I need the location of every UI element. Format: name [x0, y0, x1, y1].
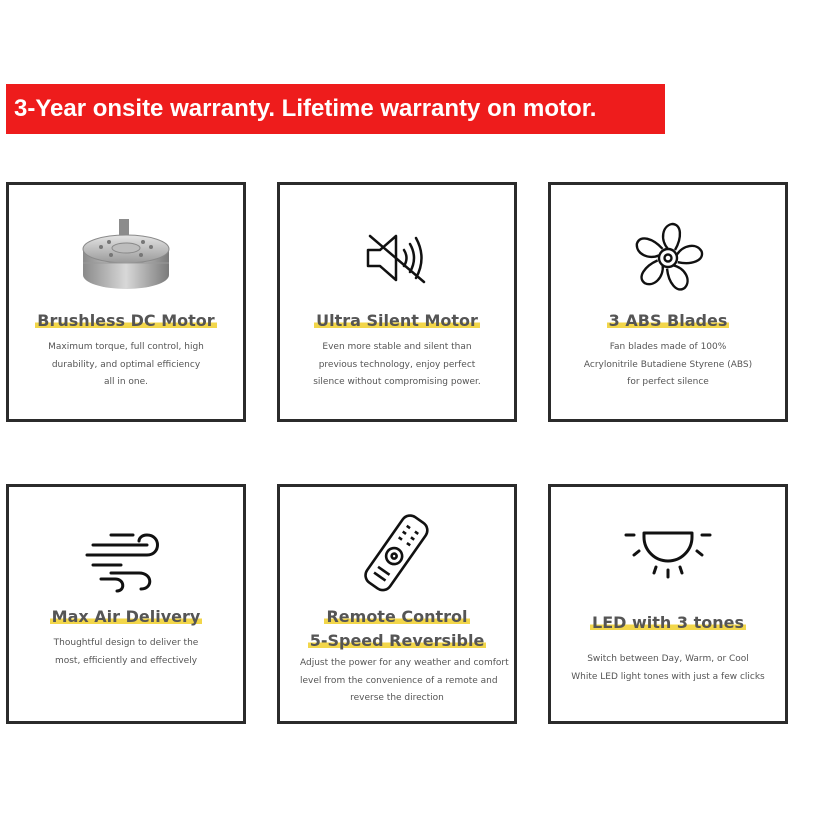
fan-blades-icon: [628, 218, 708, 298]
feature-card-remote-control: [277, 484, 517, 724]
feature-card-3-abs-blades: [548, 182, 788, 422]
card-title: Brushless DC Motor: [37, 311, 215, 330]
card-title: LED with 3 tones: [592, 613, 744, 632]
remote-control-icon: [357, 507, 437, 597]
card-title: Max Air Delivery: [51, 607, 201, 626]
speaker-muted-icon: [362, 228, 432, 288]
wind-icon: [81, 523, 171, 593]
card-description: Switch between Day, Warm, or Cool White LED light tones with just a few clicks: [571, 654, 765, 682]
card-title: Remote Control 5-Speed Reversible: [309, 607, 485, 650]
card-title: 3 ABS Blades: [608, 311, 728, 330]
card-description: Even more stable and silent than previous technology, enjoy perfect silence without compromising power.: [313, 342, 481, 387]
led-light-icon: [618, 519, 718, 589]
card-description: Fan blades made of 100% Acrylonitrile Butadiene Styrene (ABS) for perfect silence: [583, 342, 753, 387]
card-title: Ultra Silent Motor: [316, 311, 478, 330]
motor-image: [71, 213, 181, 303]
card-description: Maximum torque, full control, high durability, and optimal efficiency all in one.: [48, 342, 204, 387]
warranty-banner: 3-Year onsite warranty. Lifetime warranty on motor.: [6, 84, 665, 134]
feature-card-brushless-dc-motor: [6, 182, 246, 422]
feature-card-max-air-delivery: [6, 484, 246, 724]
feature-card-ultra-silent-motor: [277, 182, 517, 422]
card-description: Thoughtful design to deliver the most, efficiently and effectively: [53, 638, 199, 666]
card-description: Adjust the power for any weather and comfort level from the convenience of a remote and reverse the direction: [300, 658, 509, 703]
feature-card-led-3-tones: [548, 484, 788, 724]
